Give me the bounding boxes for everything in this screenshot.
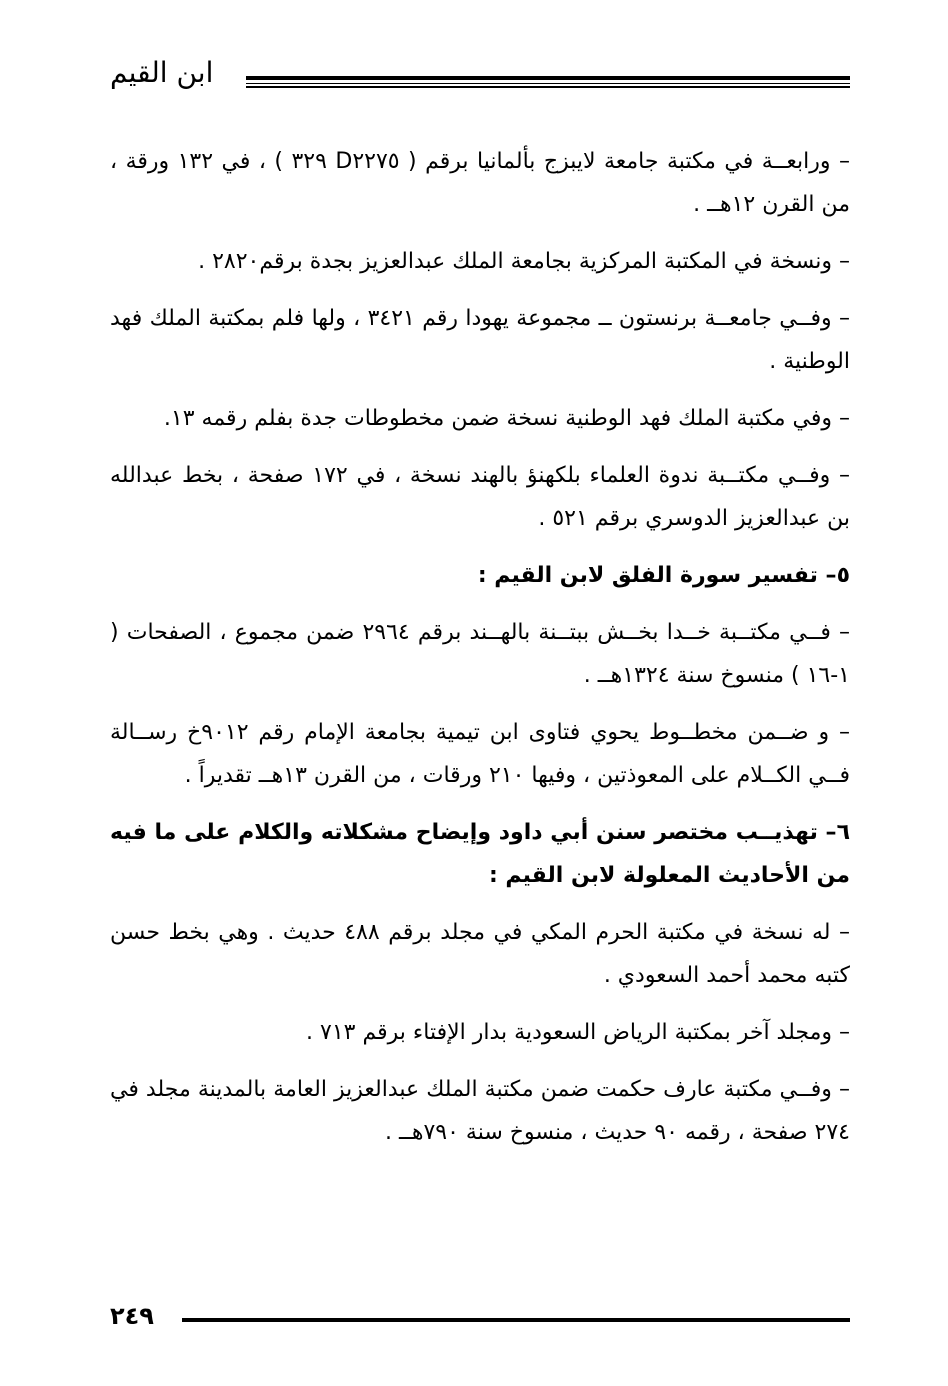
entry-riyadh-ifta: – ومجلد آخر بمكتبة الرياض السعودية بدار الإفتاء برقم ٧١٣ . — [306, 1020, 850, 1045]
page-number: ٢٤٩ — [110, 1302, 154, 1330]
entry-arif-hikmat: – وفــي مكتبة عارف حكمت ضمن مكتبة الملك عبدالعزيز العامة بالمدينة مجلد في ٢٧٤ صفحة ، رقمه ٩٠ حديث ، منسوخ سنة ٧٩٠هــ . — [110, 1077, 850, 1145]
page-body — [110, 140, 850, 1168]
section-heading-5: ٥– تفسير سورة الفلق لابن القيم : — [477, 563, 850, 588]
page-footer — [110, 1302, 850, 1342]
entry-princeton: – وفــي جامعــة برنستون ــ مجموعة يهودا رقم ٣٤٢١ ، ولها فلم بمكتبة الملك فهد الوطنية . — [110, 306, 850, 374]
section-heading-6: ٦– تهذيــب مختصر سنن أبي داود وإيضاح مشكلاته والكلام على ما فيه من الأحاديث المعلولة لابن القيم : — [110, 820, 850, 888]
running-title: ابن القيم — [110, 56, 214, 89]
entry-imam-university: – و ضــمن مخطــوط يحوي فتاوى ابن تيمية بجامعة الإمام رقم ٩٠١٢خ رســالة فــي الكــلام على المعوذتين ، وفيها ٢١٠ ورقات ، من القرن ١٣هــ تقديراً . — [110, 720, 851, 788]
entry-leipzig: – ورابعــة في مكتبة جامعة لايبزج بألمانيا برقم ( D٢٢٧٥ ٣٢٩ ) ، في ١٣٢ ورقة ، من القرن ١٢هــ . — [110, 149, 850, 217]
entry-haram-makki: – له نسخة في مكتبة الحرم المكي في مجلد برقم ٤٨٨ حديث . وهي بخط حسن كتبه محمد أحمد السعودي . — [110, 920, 851, 988]
footer-rule — [182, 1318, 850, 1322]
entry-khuda-bakhsh: – فــي مكتــبة خــدا بخــش ببتــنة بالهــند برقم ٢٩٦٤ ضمن مجموع ، الصفحات ( ١-١٦ ) منسوخ سنة ١٣٢٤هــ . — [110, 620, 850, 688]
entry-nadwat-al-ulama: – وفــي مكتــبة ندوة العلماء بلكهنؤ بالهند نسخة ، في ١٧٢ صفحة ، بخط عبدالله بن عبدالعزيز الدوسري برقم ٥٢١ . — [110, 463, 850, 531]
entry-king-abdulaziz-central: – ونسخة في المكتبة المركزية بجامعة الملك عبدالعزيز بجدة برقم٢٨٢٠ . — [198, 249, 850, 274]
page-header — [110, 52, 850, 102]
entry-king-fahd: – وفي مكتبة الملك فهد الوطنية نسخة ضمن مخطوطات جدة بفلم رقمه ١٣. — [163, 406, 850, 431]
header-double-rule — [246, 76, 850, 88]
